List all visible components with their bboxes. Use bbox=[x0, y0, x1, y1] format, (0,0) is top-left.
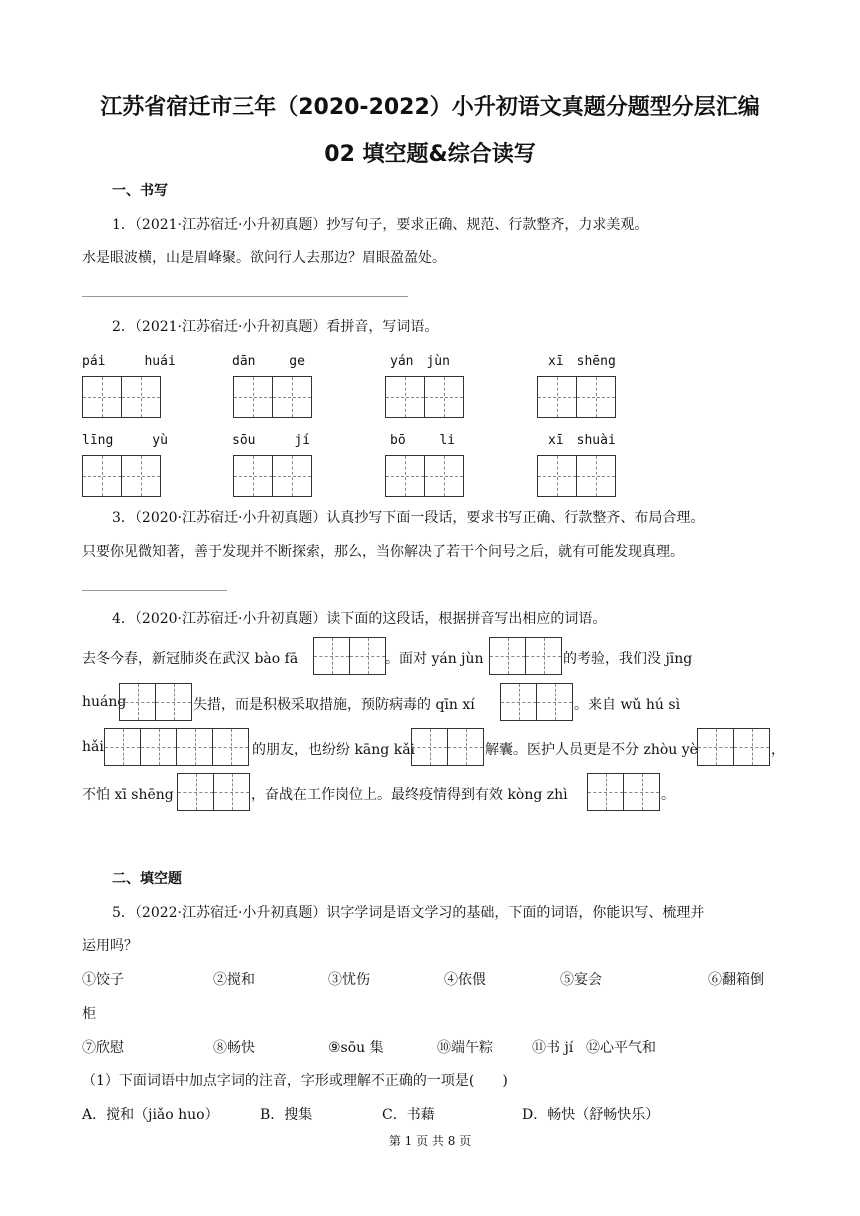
q4-text: 。面对 yán jùn bbox=[385, 651, 484, 667]
answer-box[interactable] bbox=[697, 728, 770, 766]
option-a[interactable]: A．搅和（jiǎo huo） bbox=[82, 1107, 219, 1123]
word-item: ②搅和 bbox=[213, 972, 255, 988]
option-c[interactable]: C．书藉 bbox=[382, 1107, 435, 1123]
q4-text: 失措，而是积极采取措施，预防病毒的 qīn xí bbox=[193, 697, 475, 713]
q4-text: huáng bbox=[82, 694, 127, 710]
question-3-sentence: 只要你见微知著，善于发现并不断探索，那么，当你解决了若干个问号之后，就有可能发现真理。 bbox=[82, 544, 684, 560]
pinyin-label: bō li bbox=[390, 433, 456, 448]
question-4: 4．（2020·江苏宿迁·小升初真题）读下面的这段话，根据拼音写出相应的词语。 bbox=[112, 611, 607, 627]
question-1-sentence: 水是眼波横，山是眉峰聚。欲问行人去那边？眉眼盈盈处。 bbox=[82, 250, 446, 266]
q4-text: 不怕 xī shēng bbox=[82, 787, 174, 803]
word-item: ⑤宴会 bbox=[560, 972, 602, 988]
pinyin-label: pái huái bbox=[82, 354, 176, 369]
pinyin-label: xī shuài bbox=[548, 433, 616, 448]
question-3: 3．（2020·江苏宿迁·小升初真题）认真抄写下面一段话，要求书写正确、行款整齐、布局合理。 bbox=[112, 510, 705, 526]
answer-box[interactable] bbox=[313, 637, 386, 675]
answer-box[interactable] bbox=[411, 728, 484, 766]
word-item: ⑧畅快 bbox=[213, 1040, 255, 1056]
word-item: ③忧伤 bbox=[328, 972, 370, 988]
question-5-sub1: （1）下面词语中加点字词的注音，字形或理解不正确的一项是( ) bbox=[82, 1073, 508, 1089]
question-5-cont: 运用吗？ bbox=[82, 938, 138, 954]
option-d[interactable]: D．畅快（舒畅快乐） bbox=[522, 1107, 660, 1123]
title-line-1: 江苏省宿迁市三年（2020-2022）小升初语文真题分题型分层汇编 bbox=[100, 95, 760, 120]
tianzige-grid[interactable] bbox=[233, 455, 312, 497]
answer-box[interactable] bbox=[119, 683, 192, 721]
tianzige-grid[interactable] bbox=[385, 455, 464, 497]
question-2: 2．（2021·江苏宿迁·小升初真题）看拼音，写词语。 bbox=[112, 319, 439, 335]
q4-text: hǎi bbox=[82, 739, 104, 755]
answer-box[interactable] bbox=[489, 637, 562, 675]
answer-box[interactable] bbox=[104, 728, 249, 766]
tianzige-grid[interactable] bbox=[82, 455, 161, 497]
q4-text: ， bbox=[771, 742, 785, 758]
pinyin-label: līng yù bbox=[82, 433, 168, 448]
question-1: 1．（2021·江苏宿迁·小升初真题）抄写句子，要求正确、规范、行款整齐，力求美观。 bbox=[112, 217, 649, 233]
pinyin-label: xī shēng bbox=[548, 354, 616, 369]
word-item: ⑩端午粽 bbox=[437, 1040, 493, 1056]
tianzige-grid[interactable] bbox=[537, 376, 616, 418]
pinyin-label: dān ge bbox=[232, 354, 305, 369]
tianzige-grid[interactable] bbox=[82, 376, 161, 418]
word-item: ⑨sōu 集 bbox=[328, 1040, 384, 1056]
q4-text: 解囊。医护人员更是不分 zhòu yè bbox=[485, 742, 698, 758]
tianzige-grid[interactable] bbox=[537, 455, 616, 497]
q4-text: ，奋战在工作岗位上。最终疫情得到有效 kòng zhì bbox=[251, 787, 568, 803]
answer-line[interactable] bbox=[82, 590, 227, 591]
pinyin-label: yán jùn bbox=[390, 354, 450, 369]
tianzige-grid[interactable] bbox=[233, 376, 312, 418]
question-5: 5．（2022·江苏宿迁·小升初真题）识字学词是语文学习的基础，下面的词语，你能识写、梳理并 bbox=[112, 905, 705, 921]
word-item: ①饺子 bbox=[82, 972, 124, 988]
answer-box[interactable] bbox=[177, 773, 250, 811]
word-item: ⑫心平气和 bbox=[586, 1040, 656, 1056]
answer-box[interactable] bbox=[587, 773, 660, 811]
section-heading-fill: 二、填空题 bbox=[112, 871, 182, 887]
word-item: ⑥翻箱倒 bbox=[708, 972, 764, 988]
q4-text: 的朋友，也纷纷 kāng kǎi bbox=[252, 742, 416, 758]
option-b[interactable]: B．搜集 bbox=[260, 1107, 313, 1123]
q4-text: 的考验，我们没 jīng bbox=[563, 651, 693, 667]
word-item: ⑦欣慰 bbox=[82, 1040, 124, 1056]
q4-text: 去冬今春，新冠肺炎在武汉 bào fā bbox=[82, 651, 299, 667]
word-item: ④依偎 bbox=[444, 972, 486, 988]
section-heading-writing: 一、书写 bbox=[112, 183, 168, 199]
pinyin-label: sōu jí bbox=[232, 433, 311, 448]
answer-box[interactable] bbox=[500, 683, 573, 721]
word-item: ⑪书 jí bbox=[532, 1040, 574, 1056]
title-line-2: 02 填空题&综合读写 bbox=[324, 142, 536, 167]
page-footer: 第 1 页 共 8 页 bbox=[388, 1134, 472, 1148]
q4-text: 。 bbox=[661, 787, 675, 803]
q4-text: 。来自 wǔ hú sì bbox=[574, 697, 681, 713]
word-item-cont: 柜 bbox=[82, 1006, 96, 1022]
tianzige-grid[interactable] bbox=[385, 376, 464, 418]
answer-line[interactable] bbox=[82, 296, 408, 297]
